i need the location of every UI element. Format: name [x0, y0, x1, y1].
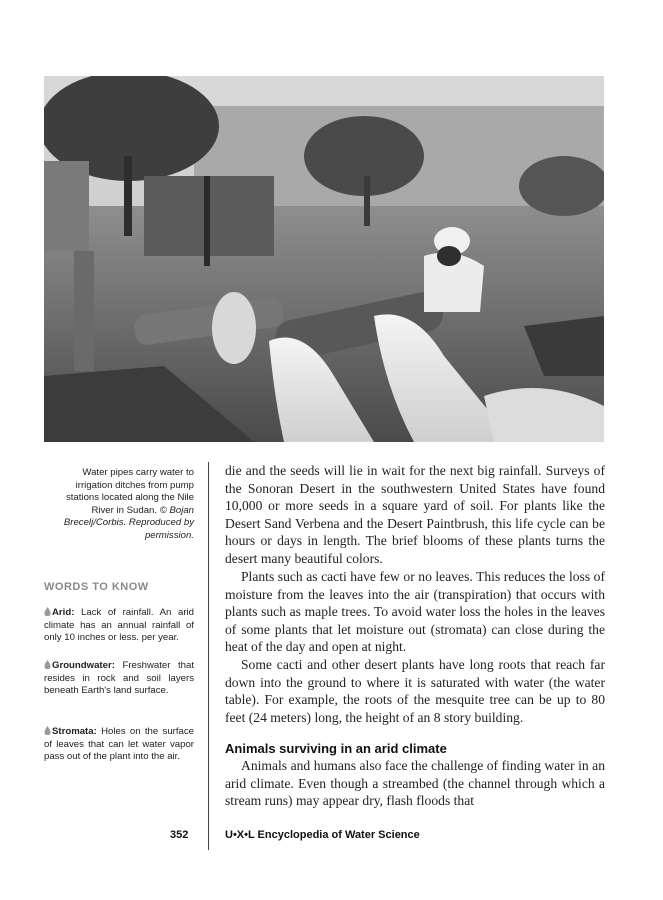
body-paragraph-3: Some cacti and other desert plants have long roots that reach far down into the ground to where it is saturated with water (the water table). For example, the roots of the mesquite tree can be up to 80 feet (24 meters) long, the height of an 8 story building. — [225, 657, 605, 725]
glossary-term-definition: Freshwater that resides in rock and soil layers beneath Earth's land surface. — [44, 660, 195, 697]
glossary-term-label: Stromata: — [52, 726, 97, 737]
photo-pump-outflow — [44, 76, 604, 442]
glossary-term-stromata — [44, 726, 194, 764]
photo-caption — [44, 467, 194, 543]
caption-credit: © Bojan Brecelj/Corbis. Reproduced by permission. — [63, 504, 194, 541]
glossary-term-label: Groundwater: — [52, 660, 115, 671]
body-paragraph-4: Animals and humans also face the challenge of finding water in an arid climate. Even though a streambed (the channel through which a stream runs) may appear dry, flash floods that — [225, 758, 605, 809]
caption-text: Water pipes carry water to irrigation ditches from pump stations located along the Nile River in Sudan. — [66, 467, 194, 516]
column-divider — [208, 462, 209, 850]
photo-illustration — [44, 76, 604, 442]
body-paragraph-1: die and the seeds will lie in wait for the next big rainfall. Surveys of the Sonoran Desert in the southwestern United States have found 10,000 or more seeds in a square yard of soil. For plants like the Desert Sand Verbena and the Desert Paintbrush, this life cycle can be hours or days in length. The brief blooms of these plants turns the desert many beautiful colors. — [225, 463, 605, 566]
glossary-term-label: Arid: — [52, 607, 75, 618]
water-drop-icon — [44, 726, 51, 735]
section-heading: Animals surviving in an arid climate — [225, 741, 447, 756]
water-drop-icon — [44, 607, 51, 616]
glossary-term-groundwater — [44, 660, 194, 698]
running-footer-title: U•X•L Encyclopedia of Water Science — [225, 829, 420, 841]
page-number: 352 — [170, 829, 189, 841]
glossary-term-definition: Lack of rainfall. An arid climate has an annual rainfall of only 10 inches or less. per year. — [44, 607, 194, 644]
glossary-term-arid — [44, 607, 194, 645]
body-paragraph-2: Plants such as cacti have few or no leaves. This reduces the loss of moisture from the leaves into the air (transpiration) that occurs with plants such as maple trees. To avoid water loss the holes in the leaves of some plants that let moisture out (stromata) can close during the heat of the day and open at night. — [225, 569, 605, 655]
glossary-term-definition: Holes on the surface of leaves that can let water vapor pass out of the plant into the air. — [44, 726, 194, 763]
water-drop-icon — [44, 660, 51, 669]
words-to-know-heading: WORDS TO KNOW — [44, 581, 149, 593]
